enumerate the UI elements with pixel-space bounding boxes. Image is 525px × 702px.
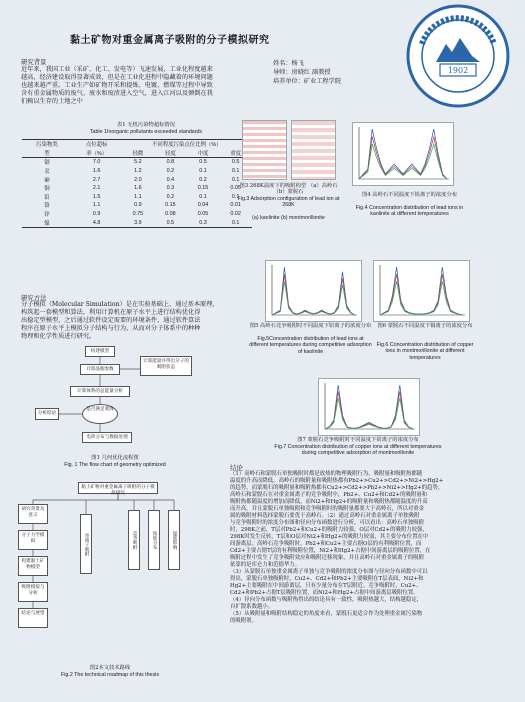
fig3-caption-en2: (a) kaolinite (b) montmorillonite xyxy=(252,215,325,221)
fig3-caption-en: Fig.3 Adsorption configuration of lead ion at 268K xyxy=(237,196,340,209)
conclusion-line: 而升高，并且蒙脱石单独吸附和竞争吸附时的吸附量都要大于高岭石，所以对重金 xyxy=(230,506,425,512)
fig4-chart xyxy=(352,122,454,186)
fig1-caption-cn: 图1 几何优化流程图 xyxy=(91,455,139,461)
roadmap-left-box: 构建黏土矿物模型 xyxy=(18,556,48,576)
conclusion-line: 与竞争吸附时的浓度分布图和径向分布函数进行分析，可以看出：高岭石单独吸附 xyxy=(230,520,425,526)
conclusion-line: 高岭石和蒙脱石在对重金属离子的竞争吸附中，Pb2+、Cu2+和Cd2+的吸附量和 xyxy=(230,492,428,498)
logo-year: 1902 xyxy=(447,66,469,75)
fig2-caption-cn: 图2本文技术路线 xyxy=(89,665,131,671)
conclusion-line: 得出，蒙脱石单独吸附时，Cu2+、Cd2+和Pb2+主要吸附在T层表面，Ni2+和 xyxy=(230,576,424,582)
series-line xyxy=(272,281,355,315)
conclusion-line: （1）高岭石和蒙脱石单独吸附时都是放热的物理吸附行为，吸附量和吸附热都随 xyxy=(230,471,423,477)
fig5-caption-en: Fig.5Concentration distribution of lead ions at different temperatures during competitive adsorption of kaolinite xyxy=(249,336,372,355)
conclusion-line: Hg2+主要吸附在中间游离层，只有少量分布在T层附近。竞争吸附时，Cu2+、 xyxy=(230,583,422,589)
conclusion-line: 吸附热都随温度的增加而降低，而Ni2+和Hg2+的吸附量和吸附热都随温度的升高 xyxy=(230,499,428,505)
fig6-caption-en: Fig.6 Concentration distribution of copper ions in montmorillonite at different temperatures xyxy=(376,342,474,361)
fig4-caption-en: Fig.4 Concentration distribution of lead ions in kaolinite at different temperatures xyxy=(355,205,464,218)
flow-box: 电荷分布与数据处理 xyxy=(82,432,132,443)
table1-title-en: Table 1Inorganic pollutants exceeded standards xyxy=(89,129,203,135)
series-line xyxy=(325,398,413,429)
method-text: 分子模拟（Molecular Simulation）是在实验基础上，通过基本原理， 构筑起一套模型和算法，利用计算机在原子水平上进行结构优化得 出稳定型模型，之后通过软件设定需要的环境条件，通过软件算法 程序在原子水平上模拟分子结构与行为，从而对分子体系中的种种 物理和化学性质进行研究。 xyxy=(21,301,219,341)
poster-title: 黏土矿物对重金属离子吸附的分子模拟研究 xyxy=(70,35,270,46)
roadmap-right: 竞争吸附 xyxy=(128,510,140,570)
conclusion-line: 属的吸附材料选择蒙脱石要优于高岭石。（2）通过高岭石对重金属离子单独吸附 xyxy=(230,513,420,519)
conclusion-line: 自扩散系数越小。 xyxy=(230,604,274,610)
roadmap-right: 温度影响 xyxy=(168,510,180,570)
fig1-caption-en: Fig. 1 The flow chart of geometry optimized xyxy=(64,462,166,468)
conclusion-line: （4）径向分布函数与吸附热得出的结论具有一致性，吸附热越大，结构越稳定， xyxy=(230,597,423,603)
chart-axis xyxy=(359,127,449,179)
table-row: 铅 1.5 1.1 0.2 0.1 0.1 xyxy=(44,193,240,201)
conclusion-line: 298K时发生反转，T层和O层对Ni2+和Hg2+的吸附力较弱，其主要分布位置在中 xyxy=(230,534,429,540)
conclusion-line: 间游离层。高岭石竞争吸附时，Pb2+和Cu2+主要占据O层的有利吸附位置，而 xyxy=(230,541,422,547)
conclusion-line: 的吸附剂。 xyxy=(230,618,257,624)
fig5-caption-cn: 图5 高岭石竞争吸附时不同温度下铅离子的浓度分布 xyxy=(249,323,372,329)
flow-box: 计算体系的总能量分析 xyxy=(70,386,130,397)
roadmap-left-box: 研究背景及意义 xyxy=(18,504,48,524)
series-line xyxy=(325,392,413,429)
conclusion-line: Cd2+和Pb2+占据T层吸附位置，而Ni2+和Hg2+占据中间游离层吸附位置。 xyxy=(230,590,419,596)
conclusion-line: （3）从蒙脱石单独重金属离子单独与竞争吸附的浓度分布图与径向分布函数中可以 xyxy=(230,569,428,575)
fig7-caption-en: Fig.7 Concentration distribution of copper ions at different temperatures during competitive adsorption of montmorillonite xyxy=(274,444,442,457)
conclusion-heading: 结论 xyxy=(230,464,243,472)
conclusion-line: （5）从吸附量和吸附结构稳定的角度来看，蒙脱石更适合作为处理重金属污染物 xyxy=(230,611,423,617)
table1-title-cn: 表1 无机污染物超标情况 xyxy=(116,122,176,128)
roadmap-top: 黏土矿物对重金属离子吸附的分子模拟研究 xyxy=(78,482,158,494)
flow-decision: 是否满足收敛 xyxy=(82,404,118,424)
table-row: 镉 7.0 5.2 0.8 0.5 0.5 xyxy=(44,159,240,167)
pollutant-table: 污染物类 点位超标 不同程度污染点位比例（%） 型 率（%） 轻微 轻度 中度 重度 镉 7.0 5.2 0.8 0.5 0.5 汞 1.6 1.2 0.2 0.1 0.1 砷 2.7 2.0 0.4 0.2 0.1 铜 2.1 1.6 0.3 0.15 0.05 铅 1.5 1.1 0.2 0.1 0.1 铬 1.1 0.9 0.15 0.04 0.01 锌 0.9 0.75 0.08 0.05 0.02 镍 4.8 3.9 0.5 0.3 0.1 xyxy=(22,139,252,228)
table-row: 镍 4.8 3.9 0.5 0.3 0.1 xyxy=(22,218,252,227)
roadmap-right: 浓度分布 xyxy=(148,510,160,570)
background-heading: 研究背景 xyxy=(21,58,47,66)
roadmap-mid: 单离子吸附 xyxy=(80,514,92,574)
table-row: 铬 1.1 0.9 0.15 0.04 0.01 xyxy=(44,202,241,210)
fig3a-image xyxy=(242,120,287,180)
fig1-flowchart xyxy=(30,346,230,446)
roadmap-left-box: 吸附模拟与分析 xyxy=(18,582,48,602)
fig3b-image xyxy=(291,120,336,180)
flow-box: 计算能量并得出分子的吸附状态 xyxy=(140,356,192,376)
fig2-caption-en: Fig.2 The technical roadmap of this thesis xyxy=(61,672,159,678)
university-logo xyxy=(402,4,514,108)
fig7-caption-cn: 图7 蒙脱石竞争吸附时不同温度下铅离子的浓度分布 xyxy=(297,437,419,443)
series-line xyxy=(380,267,463,315)
advisor: 导师：房晓红 副教授 xyxy=(273,69,331,76)
author-name: 姓名：杨飞 xyxy=(273,60,304,67)
unit: 培养单位：矿业工程学院 xyxy=(273,78,342,85)
fig6-chart xyxy=(373,260,470,322)
conclusion-line: Cd2+主要占据T层的有利吸附位置，Ni2+和Hg2+占据中间游离层的吸附位置，在 xyxy=(230,548,431,554)
method-heading: 研究方法 xyxy=(21,294,47,302)
table-row: 汞 1.6 1.2 0.2 0.1 0.1 xyxy=(44,168,240,176)
table-row: 锌 0.9 0.75 0.08 0.05 0.02 xyxy=(44,211,241,219)
fig3-caption-cn: 图3 268K温度下的吸附构型 （a）高岭石（b）蒙脱石 xyxy=(239,183,338,196)
conclusion-text xyxy=(230,471,510,625)
chart-axis xyxy=(380,265,465,315)
conclusion-line: 吸附过程中发生了竞争吸附效应和吸附迁移现象，并且高岭石对重金属离子的吸附 xyxy=(230,555,425,561)
background-text: 近年来，我国工业（采矿、化工、发电等）飞速发展，工业化程度越来 越高，经济建设取得显著成效，但是在工业化进程中隐藏着的环境问题 也越来越严重。工业生产如矿物开采和提炼、电镀、燃煤等过程中导致 含有重金属物质的废气、废水和废渣进入空气，进入江河以及倾倒在我 们赖以生存的土地之中 xyxy=(21,66,213,106)
flow-box: 构建模型 xyxy=(85,346,115,357)
roadmap-left-box: 分子力学模拟 xyxy=(18,530,48,550)
table-row: 铜 2.1 1.6 0.3 0.15 0.05 xyxy=(44,185,241,193)
flow-box: 分析结论 xyxy=(35,408,59,420)
flow-box: 计算晶胞参数 xyxy=(80,364,120,375)
conclusion-line: 依靠的是库仑力和范德华力。 xyxy=(230,562,301,568)
fig6-caption-cn: 图6 蒙脱石不同温度下铜离子的浓度分布 xyxy=(377,323,473,329)
fig2-roadmap xyxy=(18,480,203,660)
roadmap-left-box: 结论与展望 xyxy=(18,608,48,628)
fig4-caption-cn: 图4 高岭石不同温度下铅离子的浓度分布 xyxy=(361,192,458,198)
fig7-chart xyxy=(318,378,420,436)
fig5-chart xyxy=(265,260,362,322)
flow-arrows xyxy=(30,346,230,446)
conclusion-line: 的趋势，而蒙脱石的吸附量和吸附热都有Cu2+>Cd2+>Pb2+>Ni2+>Hg2+的趋势。 xyxy=(230,485,444,491)
conclusion-line: 时，298K之前，T层对Pb2+和Cu2+的吸附力较强，O层对Cd2+的吸附力较强， xyxy=(230,527,428,533)
conclusion-line: 温度的升高而降低。高岭石的吸附量和吸附热都有Pb2+>Cu2+>Cd2+>Ni2+>Hg2+ xyxy=(230,478,444,484)
series-line xyxy=(272,274,355,315)
table-row: 砷 2.7 2.0 0.4 0.2 0.1 xyxy=(44,176,240,184)
